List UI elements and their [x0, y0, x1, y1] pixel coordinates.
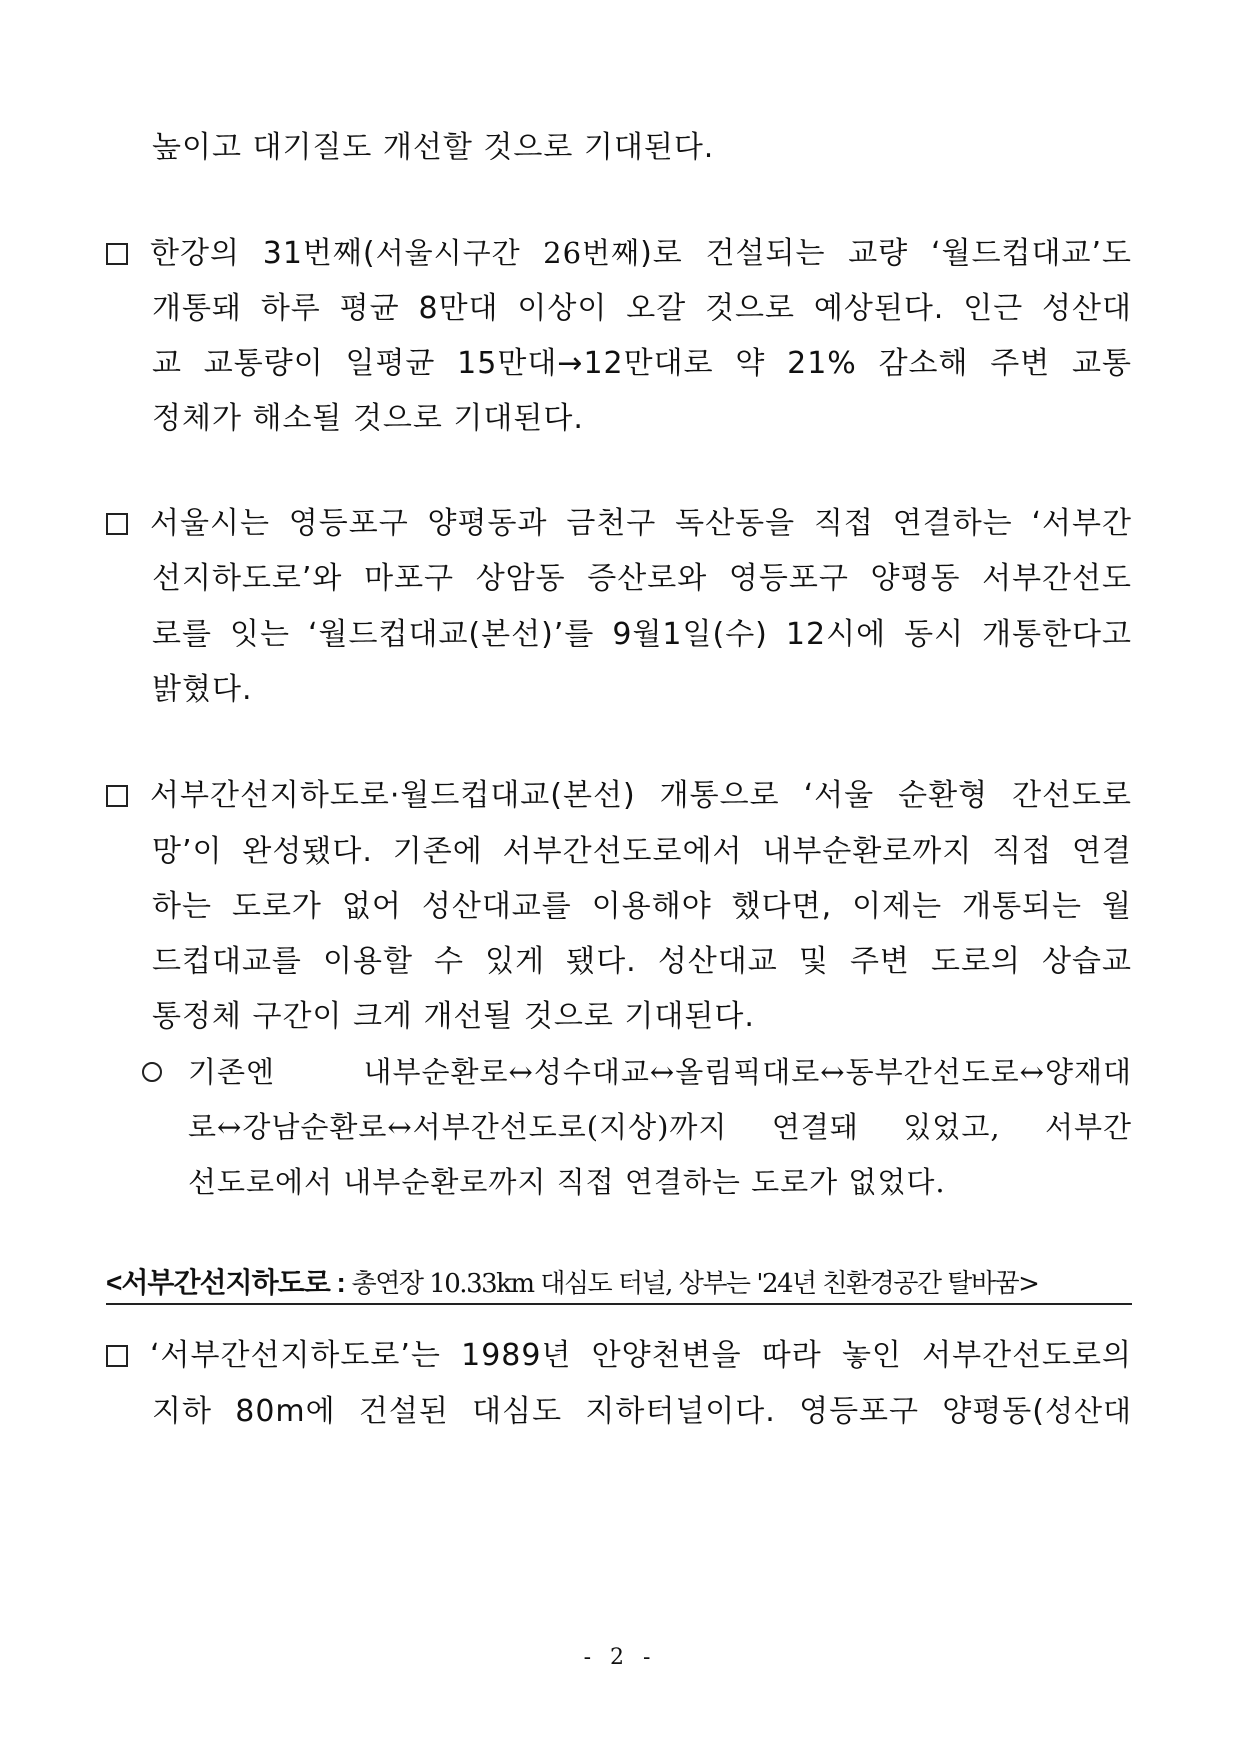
paragraph-line: 높이고 대기질도 개선할 것으로 기대된다. — [152, 130, 715, 165]
paragraph-line: 선도로에서 내부순환로까지 직접 연결하는 도로가 없었다. — [188, 1165, 946, 1199]
paragraph-line: 통정체 구간이 크게 개선될 것으로 기대된다. — [152, 999, 755, 1034]
page-number: - 2 - — [583, 1645, 657, 1670]
paragraph-line: 망’이 완성됐다. 기존에 서부간선도로에서 내부순환로까지 직접 연결 — [152, 834, 1132, 869]
paragraph-line: ‘서부간선지하도로’는 1989년 안양천변을 따라 놓인 서부간선도로의 — [150, 1338, 1132, 1373]
paragraph-line: 개통돼 하루 평균 8만대 이상이 오갈 것으로 예상된다. 인근 성산대 — [152, 291, 1132, 326]
checkbox-bullet-icon — [106, 785, 128, 807]
checkbox-bullet-icon — [106, 513, 128, 535]
paragraph-line: 하는 도로가 없어 성산대교를 이용해야 했다면, 이제는 개통되는 월 — [152, 889, 1132, 924]
paragraph-line: 기존엔 내부순환로↔성수대교↔올림픽대로↔동부간선도로↔양재대 — [188, 1055, 1132, 1089]
paragraph-line: 지하 80m에 건설된 대심도 지하터널이다. 영등포구 양평동(성산대 — [152, 1394, 1132, 1429]
bullet-paragraph — [106, 776, 1132, 816]
paragraph-line: 한강의 31번째(서울시구간 26번째)로 건설되는 교량 ‘월드컵대교’도 — [150, 236, 1132, 271]
bullet-paragraph — [106, 233, 1132, 274]
paragraph-line: 서부간선지하도로·월드컵대교(본선) 개통으로 ‘서울 순환형 간선도로 — [150, 778, 1132, 813]
sub-bullet-paragraph — [142, 1052, 1132, 1092]
paragraph-line: 로↔강남순환로↔서부간선도로(지상)까지 연결돼 있었고, 서부간 — [188, 1110, 1132, 1144]
checkbox-bullet-icon — [106, 243, 128, 265]
checkbox-bullet-icon — [106, 1345, 128, 1367]
paragraph-line: 선지하도로’와 마포구 상암동 증산로와 영등포구 양평동 서부간선도 — [152, 561, 1132, 596]
paragraph-line: 로를 잇는 ‘월드컵대교(본선)’를 9월1일(수) 12시에 동시 개통한다고 — [152, 617, 1132, 652]
paragraph-line: 서울시는 영등포구 양평동과 금천구 독산동을 직접 연결하는 ‘서부간 — [150, 506, 1132, 541]
bullet-paragraph — [106, 504, 1132, 544]
paragraph-line: 밝혔다. — [152, 672, 253, 707]
section-heading: <서부간선지하도로 : 총연장 10.33km 대심도 터널, 상부는 '24년 친환경공간 탈바꿈> — [106, 1264, 1132, 1305]
paragraph-line: 교 교통량이 일평균 15만대→12만대로 약 21% 감소해 주변 교통 — [152, 346, 1132, 381]
paragraph-line: 정체가 해소될 것으로 기대된다. — [152, 401, 584, 436]
bullet-paragraph — [106, 1336, 1132, 1376]
circle-bullet-icon — [142, 1062, 162, 1082]
paragraph-line: 드컵대교를 이용할 수 있게 됐다. 성산대교 및 주변 도로의 상습교 — [152, 944, 1132, 979]
